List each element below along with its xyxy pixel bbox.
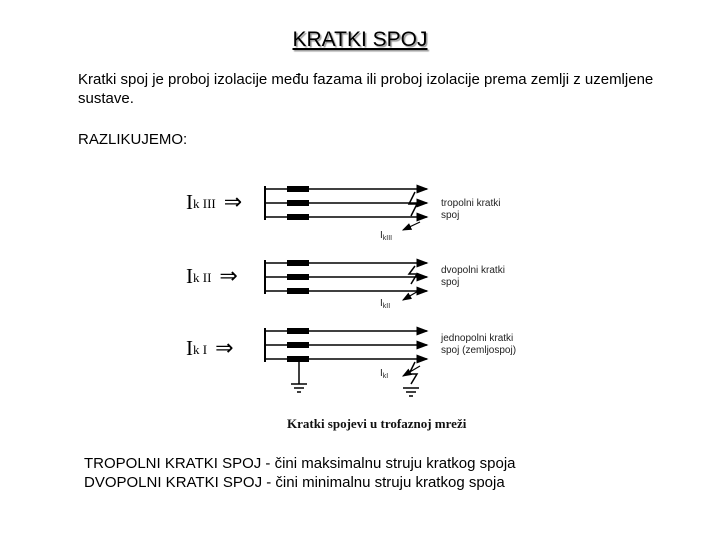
current-label: $I_{kII}$ <box>380 298 391 310</box>
lightning-fault-icon <box>409 362 417 384</box>
current-arrow <box>403 222 420 230</box>
desc-line-1: dvopolni kratki <box>441 265 505 276</box>
label-subscript: k III <box>193 196 216 211</box>
implies-arrow-icon: ⇒ <box>223 190 243 215</box>
subtitle: RAZLIKUJEMO: <box>78 131 188 148</box>
lightning-fault-icon <box>409 266 417 284</box>
label-symbol: I <box>186 190 193 214</box>
page-title: KRATKI SPOJ <box>292 28 428 51</box>
short-circuit-diagram <box>255 178 545 438</box>
ground-icon <box>403 388 419 396</box>
lightning-fault-icon <box>409 192 417 216</box>
desc-line-1: tropolni kratki <box>441 198 501 209</box>
three-phase-circuit <box>265 186 500 242</box>
diagram-caption: Kratki spojevi u trofaznoj mreži <box>287 416 467 431</box>
implies-arrow-icon: ⇒ <box>215 336 234 361</box>
single-phase-circuit <box>265 328 516 396</box>
label-symbol: I <box>186 336 193 360</box>
label-single-phase <box>186 336 234 361</box>
current-label: $I_{kI}$ <box>380 368 389 380</box>
desc-line-1: jednopolni kratki <box>441 333 514 344</box>
label-two-phase <box>186 264 238 289</box>
desc-line-2: spoj <box>441 277 460 288</box>
intro-text: Kratki spoj je proboj izolacije među fazama ili proboj izolacije prema zemlji z uzemljene sustave. <box>78 71 654 107</box>
implies-arrow-icon: ⇒ <box>219 264 238 289</box>
desc-line-2: spoj <box>441 210 460 221</box>
current-label: $I_{kIII}$ <box>380 230 393 242</box>
label-subscript: k II <box>193 270 212 285</box>
label-three-phase <box>186 190 242 215</box>
label-symbol: I <box>186 264 193 288</box>
ground-icon <box>291 384 307 392</box>
conclusion-line: DVOPOLNI KRATKI SPOJ - čini minimalnu struju kratkog spoja <box>84 474 505 491</box>
desc-line-2: spoj (zemljospoj) <box>441 345 517 356</box>
label-subscript: k I <box>193 342 208 357</box>
conclusion-line: TROPOLNI KRATKI SPOJ - čini maksimalnu struju kratkog spoja <box>84 455 516 472</box>
conclusion <box>84 454 516 492</box>
two-phase-circuit <box>265 260 505 310</box>
